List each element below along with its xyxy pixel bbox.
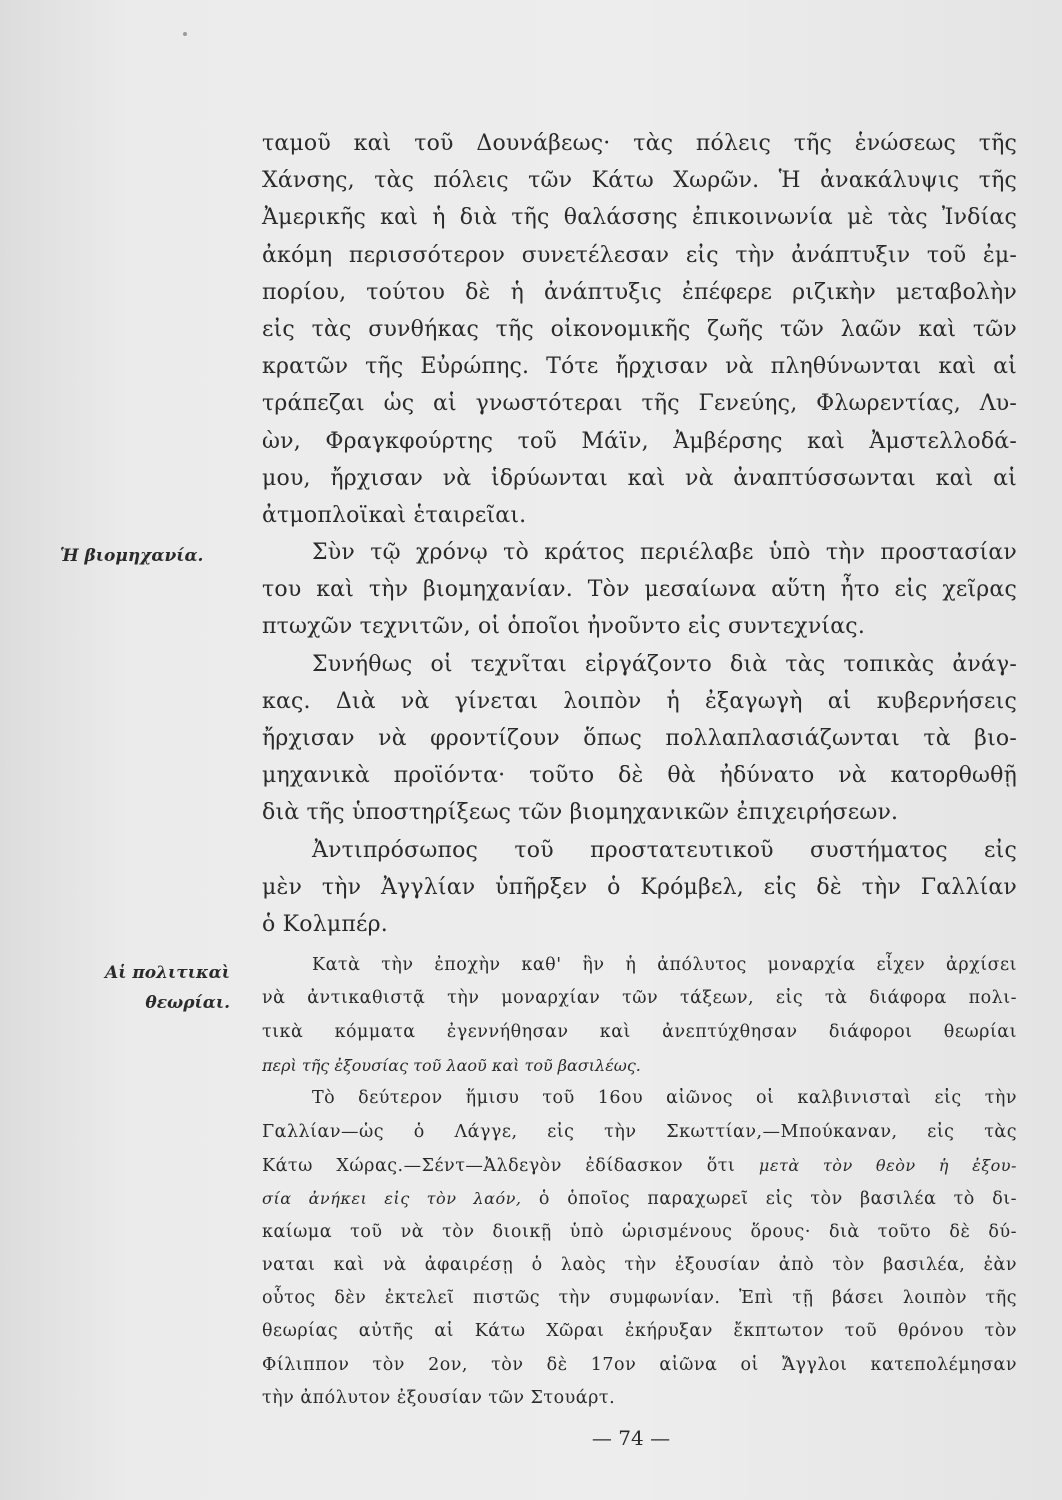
small-text-line <box>262 1182 1017 1215</box>
small-text-line: οὗτος δὲν ἐκτελεῖ πιστῶς τὴν συμφωνίαν. Ἐπὶ τῇ βάσει λοιπὸν τῆς <box>262 1288 1017 1309</box>
text-line: μηχανικὰ προϊόντα· τοῦτο δὲ θὰ ἠδύνατο νὰ κατορθωθῇ <box>262 763 1017 789</box>
sidenote-theories-line-1: Αἱ πολιτικαὶ <box>105 963 230 983</box>
text-line: ἤρχισαν νὰ φροντίζουν ὅπως πολλαπλασιάζωνται τὰ βιο- <box>262 726 1017 751</box>
small-text-line: νὰ ἀντικαθιστᾷ τὴν μοναρχίαν τῶν τάξεων, εἰς τὰ διάφορα πολι- <box>262 988 1017 1009</box>
text-line: ταμοῦ καὶ τοῦ Δουνάβεως· τὰς πόλεις τῆς ἑνώσεως τῆς <box>262 131 1017 156</box>
page-speck <box>183 32 187 36</box>
small-text-segment: Κάτω Χώρας.—Σέντ—Ἀλδεγὸν ἐδίδασκον ὅτι <box>262 1155 736 1176</box>
text-line: εἰς τὰς συνθήκας τῆς οἰκονομικῆς ζωῆς τῶν λαῶν καὶ τῶν <box>262 316 1017 342</box>
small-text-line: τὴν ἀπόλυτον ἐξουσίαν τῶν Στουάρτ. <box>262 1387 616 1408</box>
small-text-segment: ὁ ὁποῖος παραχωρεῖ εἰς τὸν βασιλέα τὸ δι- <box>538 1189 1018 1210</box>
sidenote-industry: Ἡ βιομηχανία. <box>60 546 204 566</box>
text-line: πορίου, τούτου δὲ ἡ ἀνάπτυξις ἐπέφερε ριζικὴν μεταβολὴν <box>262 279 1017 305</box>
text-line: μου, ἤρχισαν νὰ ἱδρύωνται καὶ νὰ ἀναπτύσσωνται καὶ αἱ <box>262 465 1017 491</box>
text-line: Συνήθως οἱ τεχνῖται εἰργάζοντο διὰ τὰς τοπικὰς ἀνάγ- <box>312 651 1017 677</box>
text-line: πτωχῶν τεχνιτῶν, οἱ ὁποῖοι ἠνοῦντο εἰς συντεχνίας. <box>262 614 866 640</box>
small-text-line: θεωρίας αὐτῆς αἱ Κάτω Χῶραι ἐκήρυξαν ἔκπτωτον τοῦ θρόνου τὸν <box>262 1321 1017 1342</box>
text-line: τράπεζαι ὡς αἱ γνωστότεραι τῆς Γενεύης, Φλωρεντίας, Λυ- <box>262 391 1017 417</box>
small-text-line: Κατὰ τὴν ἐποχὴν καθ' ἣν ἡ ἀπόλυτος μοναρχία εἶχεν ἀρχίσει <box>312 955 1017 976</box>
body-text <box>262 125 1017 1415</box>
text-line: του καὶ τὴν βιομηχανίαν. Τὸν μεσαίωνα αὕτη ἦτο εἰς χεῖρας <box>262 577 1017 603</box>
text-line: Ἀντιπρόσωπος τοῦ προστατευτικοῦ συστήματος εἰς <box>312 837 1017 863</box>
text-line: ὼν, Φραγκφούρτης τοῦ Μάϊν, Ἀμβέρσης καὶ Ἀμστελλοδά- <box>262 428 1017 454</box>
small-text-line: Φίλιππον τὸν 2ον, τὸν δὲ 17ον αἰῶνα οἱ Ἄγγλοι κατεπολέμησαν <box>262 1354 1017 1375</box>
text-line: διὰ τῆς ὑποστηρίξεως τῶν βιομηχανικῶν ἐπιχειρήσεων. <box>262 800 899 826</box>
small-print-section <box>262 949 1017 1415</box>
small-text-line <box>262 1149 1017 1182</box>
italic-segment: σία ἀνήκει εἰς τὸν λαόν, <box>262 1189 522 1209</box>
small-text-line: τικὰ κόμματα ἐγεννήθησαν καὶ ἀνεπτύχθησαν διάφοροι θεωρίαι <box>262 1021 1017 1042</box>
text-line: Ἀμερικῆς καὶ ἡ διὰ τῆς θαλάσσης ἐπικοινωνία μὲ τὰς Ἰνδίας <box>262 205 1017 231</box>
text-line: ἀκόμη περισσότερον συνετέλεσαν εἰς τὴν ἀνάπτυξιν τοῦ ἐμ- <box>262 242 1017 268</box>
text-line: μὲν τὴν Ἀγγλίαν ὑπῆρξεν ὁ Κρόμβελ, εἰς δὲ τὴν Γαλλίαν <box>262 874 1017 900</box>
sidenote-political-theories <box>60 958 230 1018</box>
small-text-line: Γαλλίαν—ὡς ὁ Λάγγε, εἰς τὴν Σκωττίαν,—Μπούκαναν, εἰς τὰς <box>262 1121 1017 1142</box>
small-text-line: περὶ τῆς ἐξουσίας τοῦ λαοῦ καὶ τοῦ βασιλέως. <box>262 1056 641 1076</box>
text-line: κας. Διὰ νὰ γίνεται λοιπὸν ἡ ἐξαγωγὴ αἱ κυβερνήσεις <box>262 688 1017 714</box>
page-number: — 74 — <box>591 1426 671 1450</box>
sidenote-theories-line-2: θεωρίαι. <box>145 993 230 1013</box>
italic-segment: μετὰ τὸν θεὸν ἡ ἐξου- <box>758 1155 1017 1175</box>
text-line: Χάνσης, τὰς πόλεις τῶν Κάτω Χωρῶν. Ἡ ἀνακάλυψις τῆς <box>262 168 1017 194</box>
text-line: ὁ Κολμπέρ. <box>262 911 388 937</box>
small-text-line: καίωμα τοῦ νὰ τὸν διοικῇ ὑπὸ ὡρισμένους ὅρους· διὰ τοῦτο δὲ δύ- <box>262 1221 1017 1242</box>
text-line: κρατῶν τῆς Εὐρώπης. Τότε ἤρχισαν νὰ πληθύνωνται καὶ αἱ <box>262 354 1017 380</box>
small-text-line: Τὸ δεύτερον ἥμισυ τοῦ 16ου αἰῶνος οἱ καλβινισταὶ εἰς τὴν <box>312 1088 1017 1109</box>
text-line: ἀτμοπλοϊκαὶ ἑταιρεῖαι. <box>262 502 527 528</box>
small-text-line: ναται καὶ νὰ ἀφαιρέσῃ ὁ λαὸς τὴν ἐξουσίαν ἀπὸ τὸν βασιλέα, ἐὰν <box>262 1254 1017 1275</box>
text-line: Σὺν τῷ χρόνῳ τὸ κράτος περιέλαβε ὑπὸ τὴν προστασίαν <box>312 540 1017 566</box>
